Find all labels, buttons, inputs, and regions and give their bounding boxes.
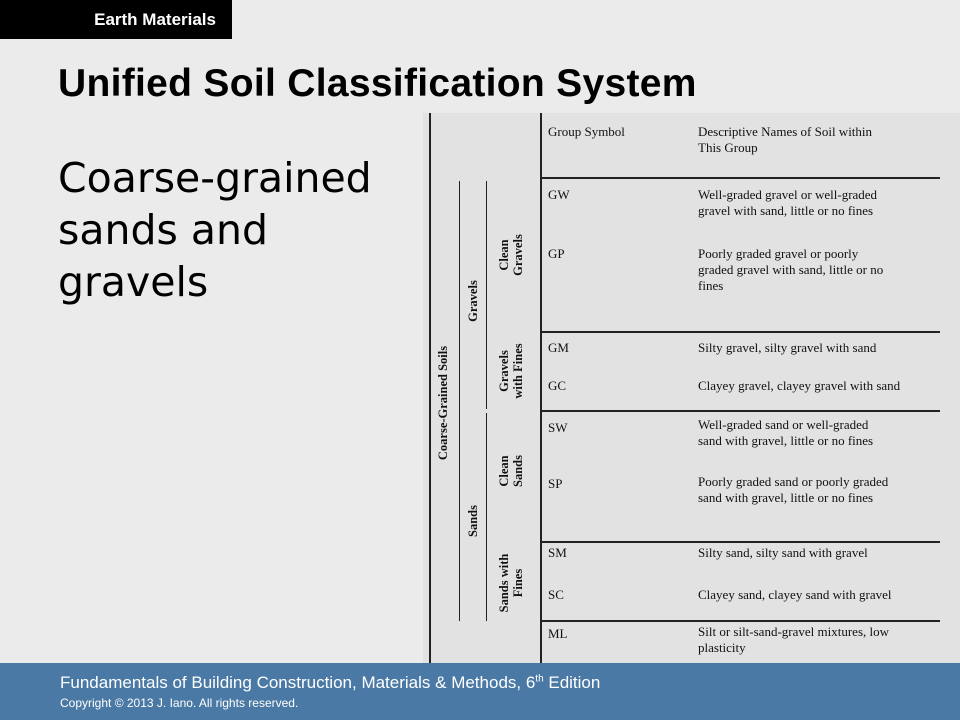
category-clean-sands: Clean Sands — [497, 455, 525, 487]
row-divider — [540, 620, 940, 622]
row-symbol: GC — [548, 378, 567, 393]
category-gravels-with-fines: Gravels with Fines — [497, 343, 525, 399]
category-line — [459, 181, 460, 621]
header-descriptive-names: Descriptive Names of Soil within This Group — [698, 124, 873, 155]
subtitle-line: gravels — [58, 258, 209, 306]
category-sands: Sands — [466, 505, 480, 537]
row-description: Poorly graded sand or poorly graded sand with gravel, little or no fines — [698, 474, 889, 505]
row-description: Clayey sand, clayey sand with gravel — [698, 587, 892, 602]
row-symbol: ML — [548, 626, 568, 641]
subtitle-line: Coarse-grained — [58, 154, 372, 202]
row-description: Well-graded sand or well-graded sand with gravel, little or no fines — [698, 417, 874, 448]
group-column-divider — [540, 113, 542, 663]
table-border-left — [429, 113, 431, 663]
footer-copyright: Copyright © 2013 J. Iano. All rights reserved. — [60, 696, 299, 710]
row-description: Well-graded gravel or well-graded gravel with sand, little or no fines — [698, 187, 878, 218]
row-symbol: SW — [548, 420, 568, 435]
soil-classification-table — [423, 113, 960, 663]
subtitle-line: sands and — [58, 206, 269, 254]
row-divider — [540, 541, 940, 543]
category-clean-gravels: Clean Gravels — [497, 234, 525, 276]
row-description: Poorly graded gravel or poorly graded gravel with sand, little or no fines — [698, 246, 884, 293]
footer-book-title: Fundamentals of Building Construction, Materials & Methods, 6th Edition — [60, 673, 601, 692]
category-gravels: Gravels — [466, 280, 480, 322]
slide-subtitle — [58, 152, 408, 308]
row-divider — [540, 410, 940, 412]
category-line — [486, 181, 487, 409]
row-description: Silt or silt-sand-gravel mixtures, low plasticity — [698, 624, 890, 655]
section-tag: Earth Materials — [0, 0, 232, 39]
row-description: Silty gravel, silty gravel with sand — [698, 340, 877, 355]
slide-title: Unified Soil Classification System — [58, 62, 697, 105]
header-group-symbol: Group Symbol — [548, 124, 625, 139]
row-symbol: SC — [548, 587, 564, 602]
row-symbol: GW — [548, 187, 570, 202]
category-coarse-grained: Coarse-Grained Soils — [436, 345, 450, 461]
row-description: Clayey gravel, clayey gravel with sand — [698, 378, 901, 393]
row-description: Silty sand, silty sand with gravel — [698, 545, 868, 560]
row-symbol: SM — [548, 545, 567, 560]
row-symbol: GM — [548, 340, 569, 355]
row-symbol: GP — [548, 246, 565, 261]
category-line — [486, 413, 487, 621]
header-divider — [540, 177, 940, 179]
category-sands-with-fines: Sands with Fines — [497, 553, 525, 613]
row-divider — [540, 331, 940, 333]
row-symbol: SP — [548, 476, 563, 491]
footer — [0, 663, 960, 720]
